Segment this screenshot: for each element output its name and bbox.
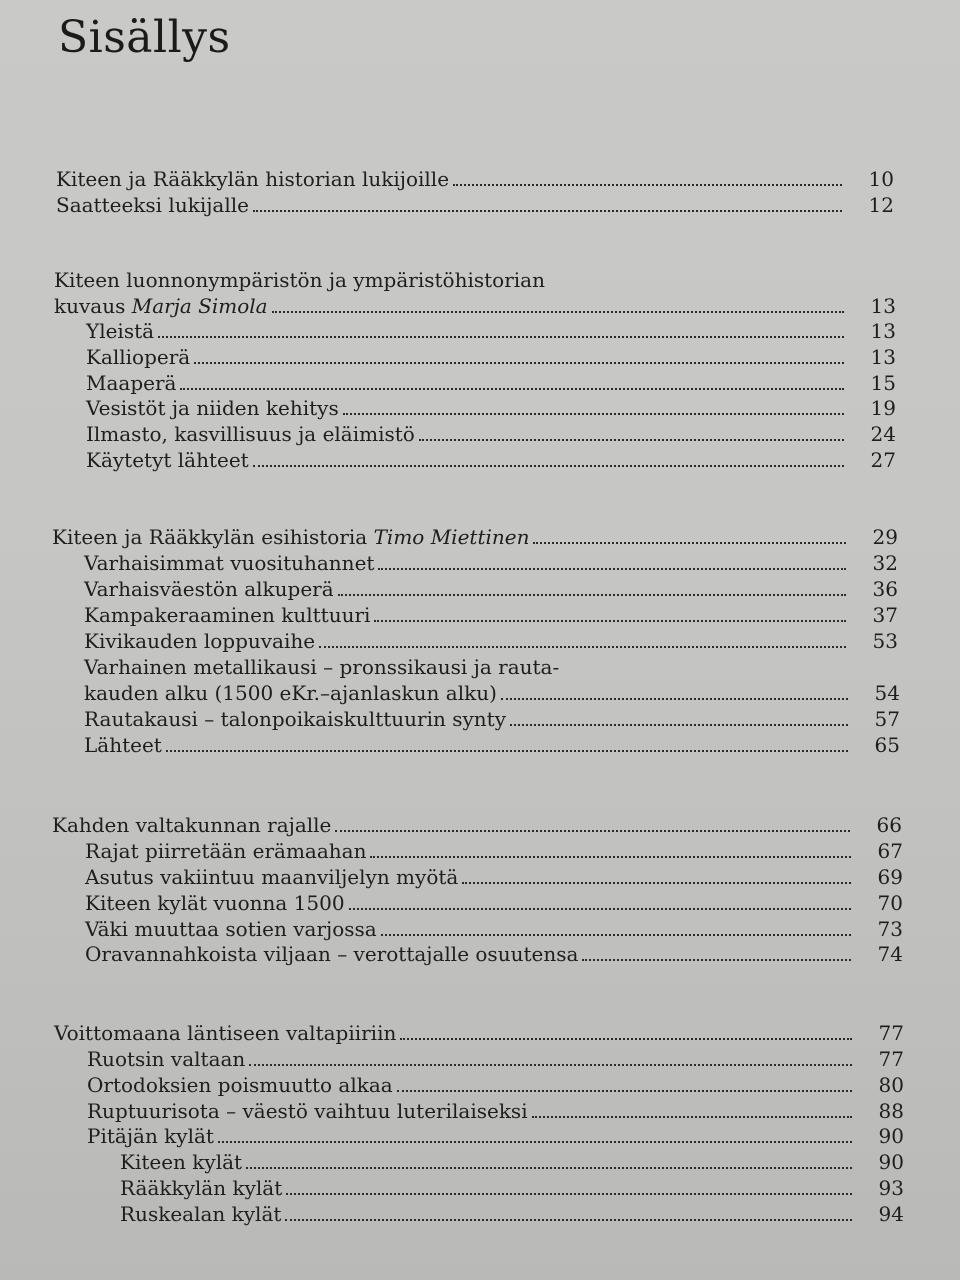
toc-page-number: 15 [870,371,896,395]
toc-entry [85,941,903,967]
dot-leader [253,465,844,467]
toc-entry [84,680,900,706]
toc-entry [120,1175,904,1201]
dot-leader [286,1193,852,1195]
toc-entry-label: Kallioperä [86,345,191,369]
dot-leader [349,908,851,910]
dot-leader [343,413,844,415]
toc-page-number: 27 [870,448,896,472]
toc-entry-label: Ortodoksien poismuutto alkaa [87,1073,393,1097]
toc-entry [120,1149,904,1175]
toc-entry [86,447,896,473]
toc-entry-label: Ruptuurisota – väestö vaihtuu luterilaiseksi [87,1099,528,1123]
dot-leader [400,1038,852,1040]
dot-leader [335,830,850,832]
toc-entry-label: Saatteeksi lukijalle [56,193,249,217]
toc-entry [87,1046,904,1072]
dot-leader [158,336,844,338]
toc-page-number: 77 [878,1021,904,1045]
toc-entry-label: Varhainen metallikausi – pronssikausi ja rauta- [84,655,560,679]
toc-entry [86,318,896,344]
toc-page-number: 73 [877,917,903,941]
toc-entry-label: Rajat piirretään erämaahan [85,839,367,863]
toc-entry [120,1201,904,1227]
toc-entry [86,421,896,447]
dot-leader [374,620,846,622]
toc-entry-label: Kiteen luonnonympäristön ja ympäristöhistorian [54,268,545,292]
toc-entry-label: kauden alku (1500 eKr.–ajanlaskun alku) [84,681,497,705]
toc-page-number: 67 [877,839,903,863]
toc-page-number: 13 [870,294,896,318]
toc-page-number: 74 [877,942,903,966]
toc-page-number: 80 [878,1073,904,1097]
toc-page-number: 24 [870,422,896,446]
toc-page-number: 88 [878,1099,904,1123]
toc-page-number: 90 [878,1150,904,1174]
toc-entry [86,370,896,396]
toc-entry-label: Pitäjän kylät [87,1124,214,1148]
toc-entry [84,628,898,654]
toc-entry-label: Kiteen kylät vuonna 1500 [85,891,345,915]
toc-entry-label: Kampakeraaminen kulttuuri [84,603,371,627]
toc-entry-label: Väki muuttaa sotien varjossa [85,917,377,941]
toc-entry-label: Kivikauden loppuvaihe [84,629,316,653]
toc-page-number: 70 [877,891,903,915]
toc-page-number: 32 [872,551,898,575]
toc-page-number: 54 [874,681,900,705]
toc-entry [85,916,903,942]
dot-leader [180,388,844,390]
toc-entry [52,812,902,838]
page-title: Sisällys [58,12,231,63]
dot-leader [510,724,848,726]
toc-entry [84,550,898,576]
toc-page-number: 10 [868,167,894,191]
dot-leader [582,959,851,961]
toc-entry [84,602,898,628]
toc-entry-author: Marja Simola [131,294,268,318]
dot-leader [249,1064,852,1066]
toc-entry-label: Rääkkylän kylät [120,1176,283,1200]
dot-leader [338,594,846,596]
dot-leader [166,750,848,752]
toc-page-number: 13 [870,319,896,343]
toc-page-number: 37 [872,603,898,627]
dot-leader [533,542,846,544]
toc-entry-label: Voittomaana läntiseen valtapiiriin [54,1021,397,1045]
dot-leader [218,1141,852,1143]
dot-leader [319,646,846,648]
toc-entry [85,864,903,890]
toc-entry [84,576,898,602]
toc-page-number: 36 [872,577,898,601]
dot-leader [370,856,851,858]
dot-leader [532,1116,852,1118]
toc-page-number: 66 [876,813,902,837]
toc-entry-author: Timo Miettinen [373,525,530,549]
toc-page-number: 94 [878,1202,904,1226]
toc-entry-label: Kiteen ja Rääkkylän historian lukijoille [56,167,450,191]
toc-page-number: 29 [872,525,898,549]
toc-entry [85,838,903,864]
toc-entry [84,706,900,732]
dot-leader [272,311,844,313]
toc-entry-label: Lähteet [84,733,162,757]
toc-entry-label: Kiteen ja Rääkkylän esihistoria [52,525,368,549]
toc-entry-label: Maaperä [86,371,177,395]
toc-entry-label: Asutus vakiintuu maanviljelyn myötä [85,865,459,889]
toc-page-number: 65 [874,733,900,757]
toc-entry [84,732,900,758]
dot-leader [419,439,844,441]
dot-leader [462,882,851,884]
toc-entry-label: Ruskealan kylät [120,1202,282,1226]
toc-page-number: 69 [877,865,903,889]
toc-page-number: 93 [878,1176,904,1200]
dot-leader [194,362,844,364]
toc-entry [87,1072,904,1098]
toc-entry-label: Yleistä [86,319,155,343]
toc-entry-label: Varhaisväestön alkuperä [84,577,334,601]
toc-entry-label: Vesistöt ja niiden kehitys [86,396,339,420]
dot-leader [381,934,851,936]
toc-entry [52,524,898,550]
toc-entry [54,293,896,319]
toc-entry-label: Kahden valtakunnan rajalle [52,813,332,837]
toc-page-number: 90 [878,1124,904,1148]
toc-page-number: 77 [878,1047,904,1071]
toc-entry [56,192,894,218]
toc-page-number: 13 [870,345,896,369]
toc-entry-label: Käytetyt lähteet [86,448,249,472]
dot-leader [253,210,842,212]
toc-entry-label: Varhaisimmat vuosituhannet [84,551,375,575]
toc-entry-label: Oravannahkoista viljaan – verottajalle osuutensa [85,942,579,966]
toc-entry [54,1020,904,1046]
dot-leader [501,698,848,700]
toc-entry-label: Rautakausi – talonpoikaiskulttuurin synty [84,707,507,731]
toc-entry-label: Kiteen kylät [120,1150,243,1174]
toc-entry [87,1123,904,1149]
toc-page-number: 19 [870,396,896,420]
toc-entry [84,654,850,680]
dot-leader [378,568,846,570]
toc-entry [54,267,846,293]
dot-leader [453,184,842,186]
dot-leader [246,1167,852,1169]
toc-page-number: 53 [872,629,898,653]
toc-entry [85,890,903,916]
toc-page-number: 12 [868,193,894,217]
toc-entry [86,395,896,421]
toc-entry [56,166,894,192]
dot-leader [397,1090,852,1092]
toc-entry-label: Ruotsin valtaan [87,1047,246,1071]
toc-entry [86,344,896,370]
dot-leader [285,1219,852,1221]
toc-entry-label: Ilmasto, kasvillisuus ja eläimistö [86,422,415,446]
toc-page-number: 57 [874,707,900,731]
toc-entry-label: kuvaus [54,294,126,318]
toc-entry [87,1098,904,1124]
